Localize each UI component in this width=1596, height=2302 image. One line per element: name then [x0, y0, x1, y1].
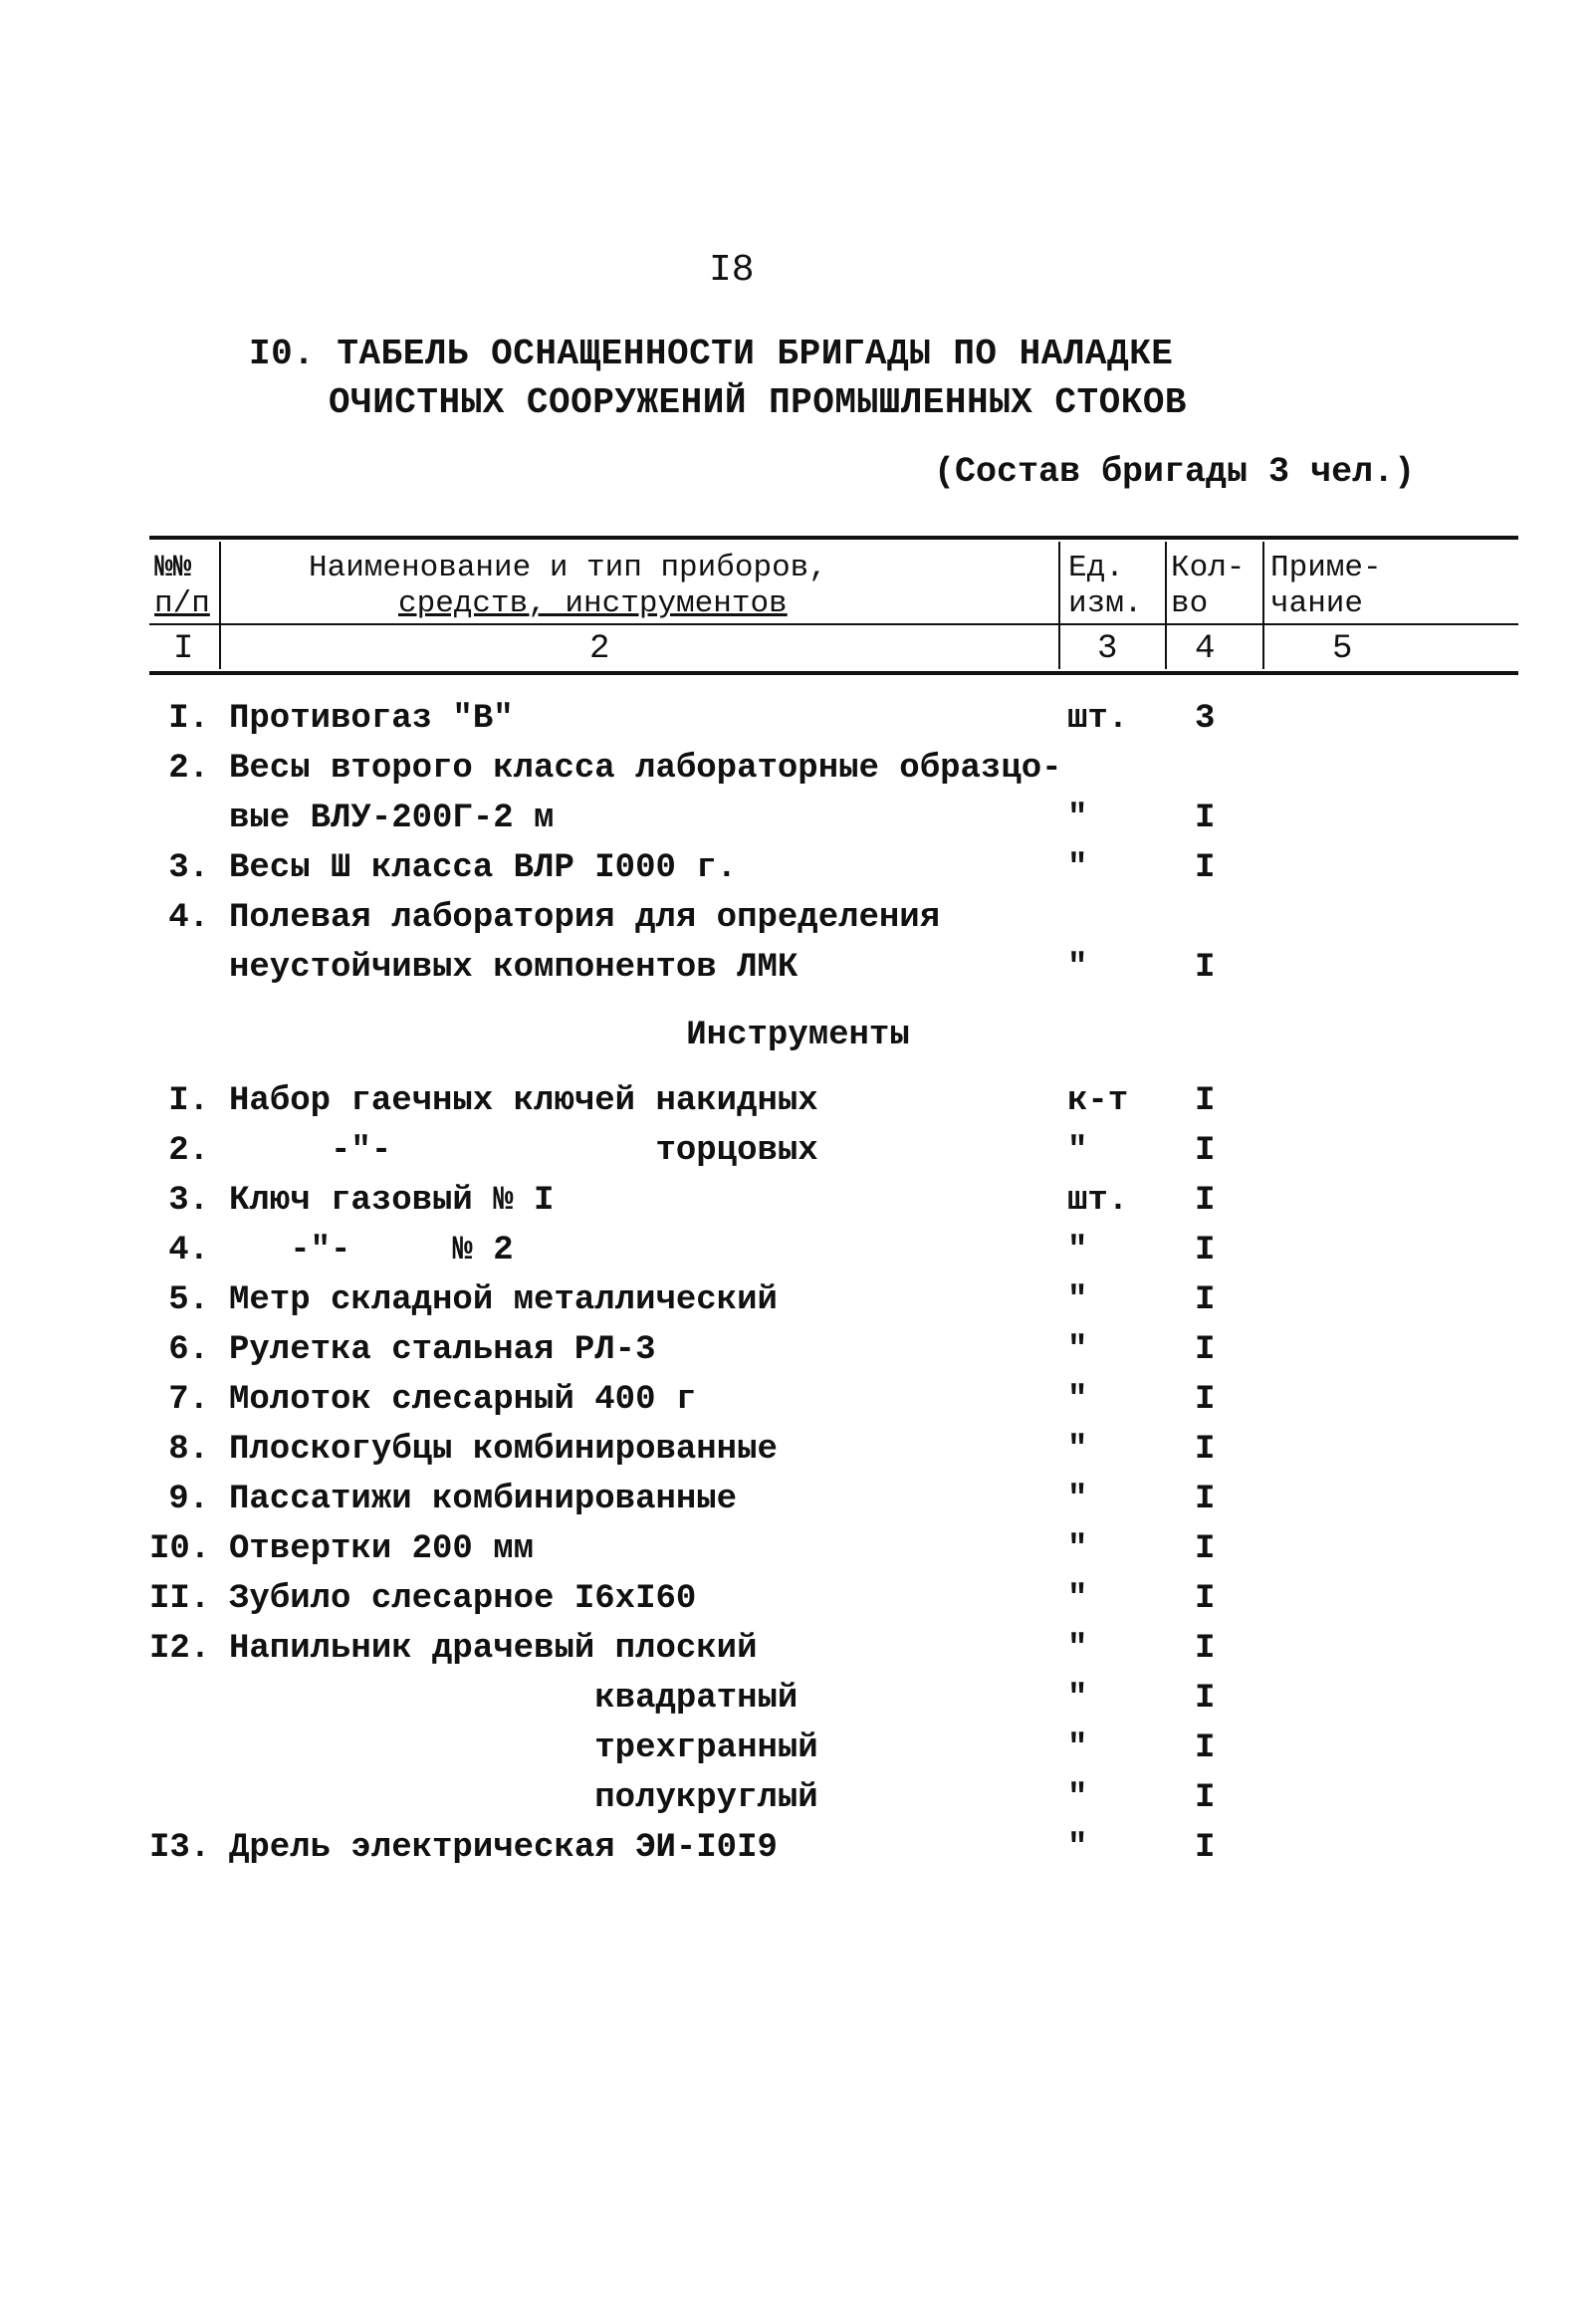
- row-name: Зубило слесарное I6хI60: [229, 1580, 697, 1618]
- row-name: Противогаз "В": [229, 700, 514, 738]
- header-unit-line1: Ед.: [1068, 551, 1124, 585]
- table-row: [0, 1577, 1596, 1627]
- row-qty: 3: [1195, 700, 1216, 738]
- table-row: [0, 946, 1596, 996]
- row-unit: ": [1067, 849, 1088, 887]
- row-name: Напильник драчевый плоский: [229, 1630, 758, 1668]
- row-qty: I: [1195, 1530, 1216, 1568]
- row-unit: ": [1067, 1431, 1088, 1469]
- header-name-line1: Наименование и тип приборов,: [309, 551, 827, 585]
- table-top-rule: [149, 536, 1518, 540]
- document-title-line2: ОЧИСТНЫХ СООРУЖЕНИЙ ПРОМЫШЛЕННЫХ СТОКОВ: [329, 382, 1188, 423]
- row-name: Ключ газовый № I: [229, 1182, 555, 1220]
- row-unit: ": [1067, 1331, 1088, 1369]
- header-num-line1: №№: [154, 551, 192, 585]
- row-unit: ": [1067, 1580, 1088, 1618]
- row-number: I.: [168, 1082, 209, 1120]
- table-row: [0, 1677, 1596, 1726]
- row-unit: ": [1067, 949, 1088, 987]
- row-qty: I: [1195, 1082, 1216, 1120]
- table-row: [0, 1378, 1596, 1428]
- row-qty: I: [1195, 800, 1216, 837]
- row-name: Весы Ш класса ВЛР I000 г.: [229, 849, 738, 887]
- table-row: [0, 1428, 1596, 1478]
- header-note-line2: чание: [1270, 586, 1364, 621]
- row-unit: ": [1067, 1630, 1088, 1668]
- row-qty: I: [1195, 1481, 1216, 1518]
- row-number: II.: [149, 1580, 211, 1618]
- table-row: [0, 1179, 1596, 1229]
- table-row: [0, 1328, 1596, 1378]
- table-row: [0, 747, 1596, 797]
- row-number: 2.: [168, 1132, 209, 1170]
- table-row: [0, 846, 1596, 896]
- row-name: квадратный: [229, 1680, 798, 1718]
- divider-qty-note: [1262, 542, 1264, 669]
- row-qty: I: [1195, 1232, 1216, 1269]
- row-qty: I: [1195, 1381, 1216, 1419]
- table-row: [0, 1826, 1596, 1876]
- column-number-1: I: [173, 630, 194, 668]
- row-number: 4.: [168, 1232, 209, 1269]
- divider-name-unit: [1058, 542, 1060, 669]
- row-number: I3.: [149, 1829, 211, 1867]
- table-row: [0, 1229, 1596, 1278]
- row-name: Полевая лаборатория для определения: [229, 899, 941, 937]
- table-row: [0, 1726, 1596, 1776]
- row-name: Рулетка стальная РЛ-3: [229, 1331, 656, 1369]
- row-unit: ": [1067, 1481, 1088, 1518]
- row-unit: ": [1067, 1680, 1088, 1718]
- row-qty: I: [1195, 1182, 1216, 1220]
- row-name: Плоскогубцы комбинированные: [229, 1431, 778, 1469]
- brigade-composition-note: (Состав бригады 3 чел.): [934, 452, 1416, 492]
- row-name: Весы второго класса лабораторные образцо-: [229, 750, 1062, 788]
- row-name: Дрель электрическая ЭИ-I0I9: [229, 1829, 778, 1867]
- page-number: I8: [709, 249, 755, 292]
- header-qty-line2: во: [1171, 586, 1209, 621]
- document-title-line1: I0. ТАБЕЛЬ ОСНАЩЕННОСТИ БРИГАДЫ ПО НАЛАДКЕ: [249, 334, 1174, 374]
- row-number: 5.: [168, 1281, 209, 1319]
- section-title: Инструменты: [686, 1017, 910, 1054]
- row-unit: ": [1067, 1729, 1088, 1767]
- row-unit: ": [1067, 1829, 1088, 1867]
- row-number: 2.: [168, 750, 209, 788]
- table-row: [0, 1278, 1596, 1328]
- row-number: 3.: [168, 1182, 209, 1220]
- row-qty: I: [1195, 1281, 1216, 1319]
- row-unit: ": [1067, 1232, 1088, 1269]
- header-note-line1: Приме-: [1270, 551, 1382, 585]
- table-row: [0, 1478, 1596, 1527]
- header-separator-rule: [149, 623, 1518, 625]
- table-row: [0, 896, 1596, 946]
- row-name: Пассатижи комбинированные: [229, 1481, 738, 1518]
- row-qty: I: [1195, 1630, 1216, 1668]
- row-qty: I: [1195, 1729, 1216, 1767]
- header-qty-line1: Кол-: [1171, 551, 1246, 585]
- row-number: 9.: [168, 1481, 209, 1518]
- row-unit: ": [1067, 800, 1088, 837]
- table-row: [0, 1129, 1596, 1179]
- table-row: [0, 1079, 1596, 1129]
- row-qty: I: [1195, 1580, 1216, 1618]
- row-name: -"- торцовых: [229, 1132, 818, 1170]
- row-unit: ": [1067, 1530, 1088, 1568]
- row-qty: I: [1195, 849, 1216, 887]
- divider-unit-qty: [1165, 542, 1167, 669]
- row-unit: ": [1067, 1132, 1088, 1170]
- row-name: Метр складной металлический: [229, 1281, 778, 1319]
- row-qty: I: [1195, 1829, 1216, 1867]
- header-name-line2: средств, инструментов: [398, 586, 788, 621]
- row-number: I2.: [149, 1630, 211, 1668]
- row-name: -"- № 2: [229, 1232, 514, 1269]
- row-unit: шт.: [1067, 1182, 1129, 1220]
- column-number-5: 5: [1332, 630, 1353, 668]
- row-name: полукруглый: [229, 1779, 818, 1817]
- row-name: вые ВЛУ-200Г-2 м: [229, 800, 555, 837]
- row-number: 7.: [168, 1381, 209, 1419]
- row-qty: I: [1195, 949, 1216, 987]
- row-unit: ": [1067, 1281, 1088, 1319]
- row-number: 4.: [168, 899, 209, 937]
- row-qty: I: [1195, 1331, 1216, 1369]
- column-number-2: 2: [589, 630, 610, 668]
- column-number-bottom-rule: [149, 671, 1518, 675]
- table-row: [0, 1527, 1596, 1577]
- table-row: [0, 697, 1596, 747]
- row-number: I0.: [149, 1530, 211, 1568]
- row-qty: I: [1195, 1779, 1216, 1817]
- column-number-3: 3: [1097, 630, 1118, 668]
- row-number: 6.: [168, 1331, 209, 1369]
- row-qty: I: [1195, 1680, 1216, 1718]
- row-name: трехгранный: [229, 1729, 818, 1767]
- header-num-line2: п/п: [154, 586, 210, 621]
- divider-num-name: [219, 542, 221, 669]
- row-name: Набор гаечных ключей накидных: [229, 1082, 818, 1120]
- row-qty: I: [1195, 1132, 1216, 1170]
- row-unit: шт.: [1067, 700, 1129, 738]
- row-unit: ": [1067, 1381, 1088, 1419]
- table-row: [0, 797, 1596, 846]
- column-number-4: 4: [1195, 630, 1216, 668]
- row-qty: I: [1195, 1431, 1216, 1469]
- row-unit: ": [1067, 1779, 1088, 1817]
- section-heading-row: [0, 1014, 1596, 1063]
- row-number: I.: [168, 700, 209, 738]
- row-name: Молоток слесарный 400 г: [229, 1381, 697, 1419]
- row-name: Отвертки 200 мм: [229, 1530, 535, 1568]
- row-number: 8.: [168, 1431, 209, 1469]
- table-row: [0, 1627, 1596, 1677]
- row-unit: к-т: [1067, 1082, 1129, 1120]
- table-row: [0, 1776, 1596, 1826]
- row-name: неустойчивых компонентов ЛМК: [229, 949, 798, 987]
- row-number: 3.: [168, 849, 209, 887]
- header-unit-line2: изм.: [1068, 586, 1143, 621]
